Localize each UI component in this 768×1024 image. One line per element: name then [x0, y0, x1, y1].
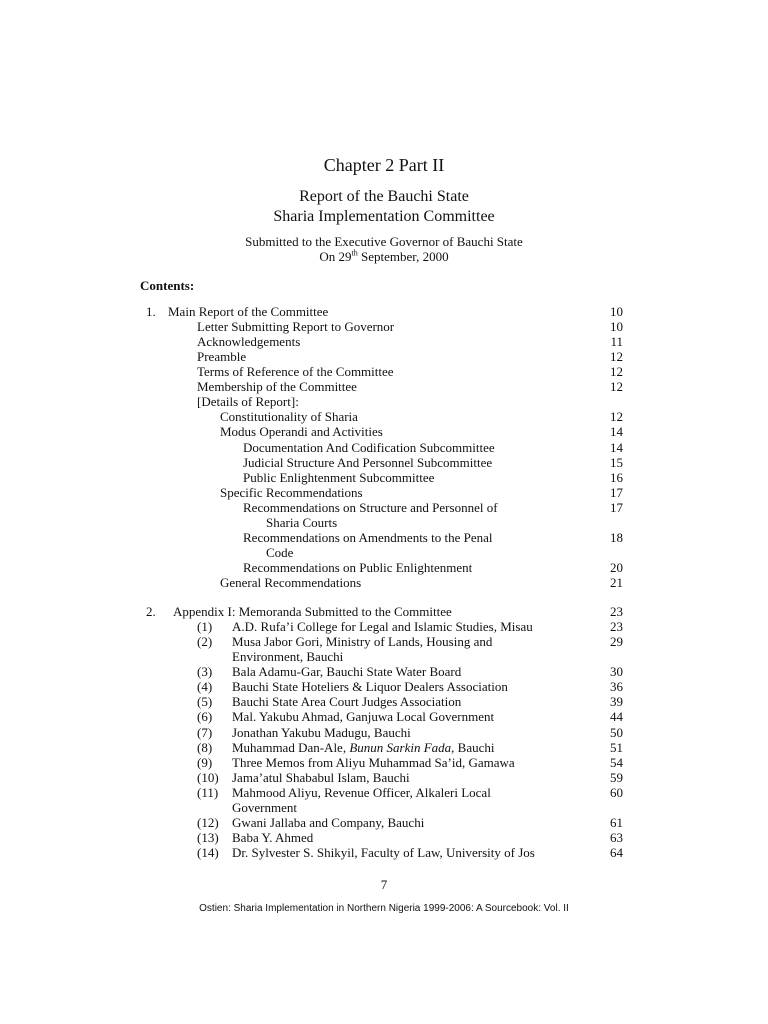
- memo-entry: Bauchi State Area Court Judges Association: [232, 694, 462, 709]
- toc-page: 17: [610, 485, 623, 500]
- memo-number: (14): [197, 845, 219, 860]
- toc-page: 61: [610, 815, 623, 830]
- report-title-line1: Report of the Bauchi State: [299, 188, 469, 205]
- toc-page: 12: [610, 364, 623, 379]
- toc-page: 29: [610, 634, 623, 649]
- memo-entry: Mal. Yakubu Ahmad, Ganjuwa Local Government: [232, 709, 495, 724]
- toc-page: 14: [610, 424, 623, 439]
- memo-number: (6): [197, 709, 213, 724]
- memo-entry: Jama’atul Shababul Islam, Bauchi: [232, 770, 410, 785]
- toc-entry: Membership of the Committee: [197, 379, 357, 394]
- memo-number: (12): [197, 815, 219, 830]
- toc-page: 64: [610, 845, 623, 860]
- toc-page: 60: [610, 785, 623, 800]
- memo-entry: Bala Adamu-Gar, Bauchi State Water Board: [232, 664, 462, 679]
- memo-entry: Mahmood Aliyu, Revenue Officer, Alkaleri Local: [232, 785, 491, 800]
- toc-entry: Documentation And Codification Subcommittee: [243, 440, 495, 455]
- section-1-number: 1.: [146, 304, 156, 319]
- toc-entry-continuation: Code: [266, 545, 294, 560]
- memo-number: (2): [197, 634, 213, 649]
- memo-entry: Musa Jabor Gori, Ministry of Lands, Housing and: [232, 634, 493, 649]
- toc-page: 23: [610, 619, 623, 634]
- toc-page: 59: [610, 770, 623, 785]
- toc-page: 21: [610, 575, 623, 590]
- memo-entry: Three Memos from Aliyu Muhammad Sa’id, Gamawa: [232, 755, 515, 770]
- memo-entry: A.D. Rufa’i College for Legal and Islamic Studies, Misau: [232, 619, 533, 634]
- toc-page: 36: [610, 679, 623, 694]
- toc-page: 44: [610, 709, 623, 724]
- section-2-number: 2.: [146, 604, 156, 619]
- toc-entry: Preamble: [197, 349, 247, 364]
- toc-page: 54: [610, 755, 623, 770]
- memo-number: (4): [197, 679, 213, 694]
- footer-citation: Ostien: Sharia Implementation in Northern Nigeria 1999-2006: A Sourcebook: Vol. II: [199, 903, 569, 914]
- memo-number: (5): [197, 694, 213, 709]
- toc-entry: Acknowledgements: [197, 334, 301, 349]
- toc-page: 12: [610, 379, 623, 394]
- toc-entry: Judicial Structure And Personnel Subcommittee: [243, 455, 493, 470]
- memo-number: (3): [197, 664, 213, 679]
- memo-entry-continuation: Government: [232, 800, 297, 815]
- memo-number: (8): [197, 740, 213, 755]
- toc-page: 10: [610, 304, 623, 319]
- toc-entry: Terms of Reference of the Committee: [197, 364, 394, 379]
- memo-number: (10): [197, 770, 219, 785]
- toc-page: 10: [610, 319, 623, 334]
- memo-number: (7): [197, 725, 213, 740]
- toc-page: 12: [610, 349, 623, 364]
- toc-entry: Specific Recommendations: [220, 485, 363, 500]
- contents-heading: Contents:: [140, 278, 195, 293]
- memo-number: (11): [197, 785, 219, 800]
- toc-entry: [Details of Report]:: [197, 394, 299, 409]
- appendix-heading: Appendix I: Memoranda Submitted to the Committee: [173, 604, 452, 619]
- toc-entry: Recommendations on Amendments to the Penal: [243, 530, 493, 545]
- toc-page: 11: [610, 334, 623, 349]
- memo-entry: Bauchi State Hoteliers & Liquor Dealers Association: [232, 679, 508, 694]
- toc-page: 23: [610, 604, 623, 619]
- toc-entry: General Recommendations: [220, 575, 362, 590]
- submitted-line1: Submitted to the Executive Governor of Bauchi State: [245, 234, 523, 249]
- toc-entry: Recommendations on Public Enlightenment: [243, 560, 473, 575]
- toc-page: 16: [610, 470, 623, 485]
- report-title-line2: Sharia Implementation Committee: [273, 208, 495, 225]
- toc-page: 17: [610, 500, 623, 515]
- submitted-line2: On 29th September, 2000: [319, 248, 449, 264]
- page-number: 7: [380, 877, 388, 892]
- memo-entry: Dr. Sylvester S. Shikyil, Faculty of Law, University of Jos: [232, 845, 535, 860]
- toc-page: 63: [610, 830, 623, 845]
- chapter-title: Chapter 2 Part II: [323, 155, 445, 175]
- memo-number: (9): [197, 755, 213, 770]
- toc-entry: Recommendations on Structure and Personnel of: [243, 500, 498, 515]
- toc-entry: Public Enlightenment Subcommittee: [243, 470, 435, 485]
- toc-entry: Modus Operandi and Activities: [220, 424, 383, 439]
- memo-entry: Baba Y. Ahmed: [232, 830, 314, 845]
- toc-page: 30: [610, 664, 623, 679]
- toc-page: 20: [610, 560, 623, 575]
- memo-number: (13): [197, 830, 219, 845]
- memo-entry: Jonathan Yakubu Madugu, Bauchi: [232, 725, 411, 740]
- toc-page: 12: [610, 409, 623, 424]
- memo-entry: Gwani Jallaba and Company, Bauchi: [232, 815, 425, 830]
- toc-entry: Constitutionality of Sharia: [220, 409, 358, 424]
- toc-entry-continuation: Sharia Courts: [266, 515, 338, 530]
- memo-entry-continuation: Environment, Bauchi: [232, 649, 344, 664]
- toc-page: 51: [610, 740, 623, 755]
- toc-page: 14: [610, 440, 623, 455]
- toc-page: 50: [610, 725, 623, 740]
- toc-entry: Main Report of the Committee: [168, 304, 329, 319]
- toc-entry: Letter Submitting Report to Governor: [197, 319, 395, 334]
- toc-page: 15: [610, 455, 623, 470]
- memo-number: (1): [197, 619, 213, 634]
- toc-page: 18: [610, 530, 623, 545]
- memo-entry: Muhammad Dan-Ale, Bunun Sarkin Fada, Bauchi: [232, 740, 495, 755]
- toc-page: 39: [610, 694, 623, 709]
